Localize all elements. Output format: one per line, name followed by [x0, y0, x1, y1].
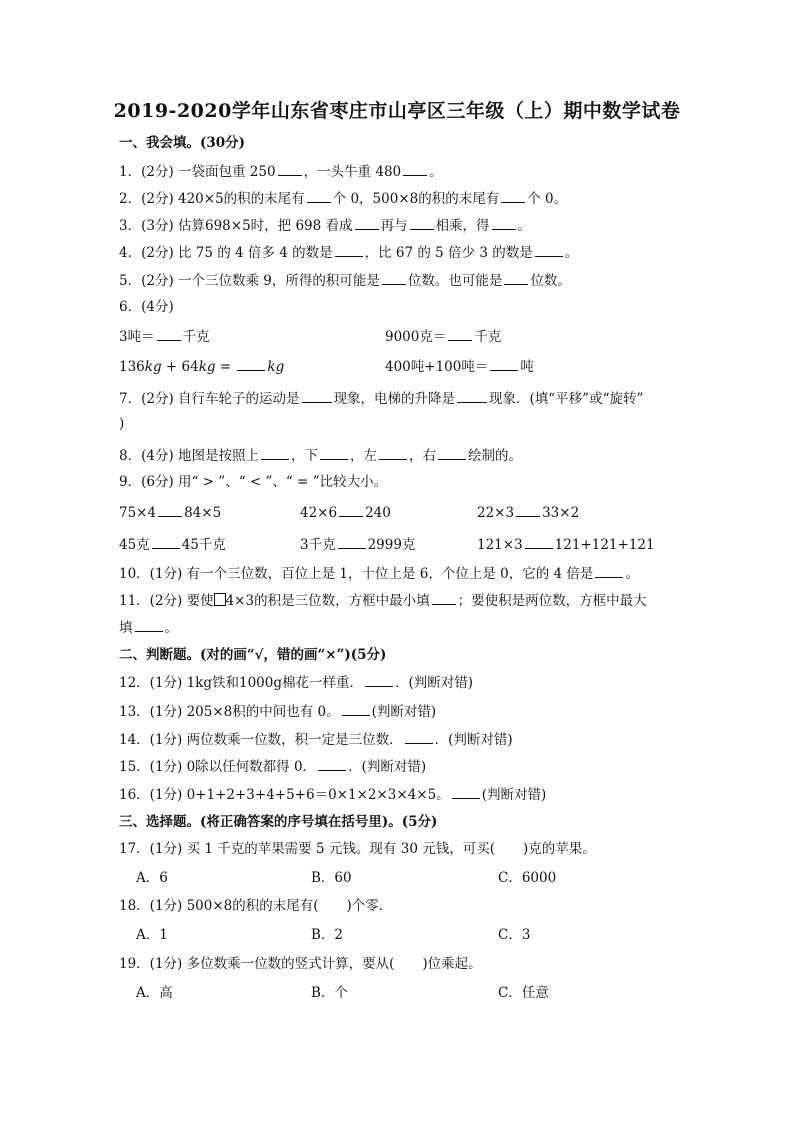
section-1-heading: 一、我会填。(30分) — [119, 135, 246, 151]
question-10: 10．(1分) 有一个三位数，百位上是 1，十位上是 6，个位上是 0，它的 4 倍是 。 — [119, 566, 639, 582]
question-11-cont: 填 。 — [119, 620, 178, 636]
question-17: 17．(1分) 买 1 千克的苹果需要 5 元钱。现有 30 元钱，可买( )克的苹果。 — [119, 841, 596, 857]
question-6-head: 6．(4分) — [119, 299, 174, 315]
section-3-heading: 三、选择题。(将正确答案的序号填在括号里)。(5分) — [119, 814, 438, 830]
page-title: 2019-2020学年山东省枣庄市山亭区三年级（上）期中数学试卷 — [113, 100, 681, 122]
question-19-option-c: C．任意 — [498, 985, 549, 1001]
square-box-icon — [214, 593, 226, 606]
question-19: 19．(1分) 多位数乘一位数的竖式计算，要从( )位乘起。 — [119, 956, 482, 972]
question-6-item-2: 9000克＝ 千克 — [385, 329, 502, 345]
question-16: 16．(1分) 0+1+2+3+4+5+6＝0×1×2×3×4×5。 (判断对错) — [119, 787, 547, 803]
question-13: 13．(1分) 205×8积的中间也有 0。 (判断对错) — [119, 704, 437, 720]
question-14: 14．(1分) 两位数乘一位数，积一定是三位数． ．(判断对错) — [119, 732, 513, 748]
question-18-option-c: C．3 — [498, 927, 531, 943]
question-19-option-a: A．高 — [136, 985, 173, 1001]
question-7: 7．(2分) 自行车轮子的运动是 现象，电梯的升降是 现象．(填“平移”或“旋转” — [119, 391, 644, 407]
question-4: 4．(2分) 比 75 的 4 倍多 4 的数是 ，比 67 的 5 倍少 3 的数是 。 — [119, 245, 579, 261]
question-18-option-b: B．2 — [311, 927, 344, 943]
compare-item-5: 3千克 2999克 — [300, 537, 416, 553]
question-7-cont: ) — [119, 416, 125, 432]
question-18: 18．(1分) 500×8的积的末尾有( )个零． — [119, 898, 393, 914]
question-6-item-4: 400吨+100吨＝ 吨 — [385, 359, 534, 375]
question-6-item-3: 136kg + 64kg = kg — [119, 359, 285, 375]
question-5: 5．(2分) 一个三位数乘 9，所得的积可能是 位数。也可能是 位数。 — [119, 273, 571, 289]
question-11: 11．(2分) 要使 4×3的积是三位数，方框中最小填 ；要使积是两位数，方框中最大 — [119, 593, 647, 609]
compare-item-4: 45克 45千克 — [119, 537, 226, 553]
compare-item-2: 42×6 240 — [300, 505, 391, 521]
question-17-option-c: C．6000 — [498, 870, 557, 886]
question-2: 2．(2分) 420×5的积的末尾有 个 0，500×8的积的末尾有 个 0。 — [119, 191, 568, 207]
question-15: 15．(1分) 0除以任何数都得 0． ．(判断对错) — [119, 759, 427, 775]
question-17-option-b: B．60 — [311, 870, 352, 886]
question-1: 1．(2分) 一袋面包重 250 ，一头牛重 480 。 — [119, 164, 443, 180]
compare-item-3: 22×3 33×2 — [477, 505, 580, 521]
section-2-heading: 二、判断题。(对的画“√，错的画“×”)(5分) — [119, 647, 387, 663]
compare-item-1: 75×4 84×5 — [119, 505, 222, 521]
question-12: 12．(1分) 1kg铁和1000g棉花一样重． ．(判断对错) — [119, 675, 474, 691]
question-9-head: 9．(6分) 用“ > ”、“ < ”、“ = ”比较大小。 — [119, 474, 388, 490]
question-3: 3．(3分) 估算698×5时，把 698 看成 再与 相乘，得 。 — [119, 218, 532, 234]
question-6-item-1: 3吨＝ 千克 — [119, 329, 210, 345]
question-17-option-a: A．6 — [136, 870, 168, 886]
question-19-option-b: B．个 — [311, 985, 348, 1001]
compare-item-6: 121×3 121+121+121 — [477, 537, 655, 553]
question-18-option-a: A．1 — [136, 927, 168, 943]
question-8: 8．(4分) 地图是按照上 ，下 ，左 ，右 绘制的。 — [119, 448, 523, 464]
